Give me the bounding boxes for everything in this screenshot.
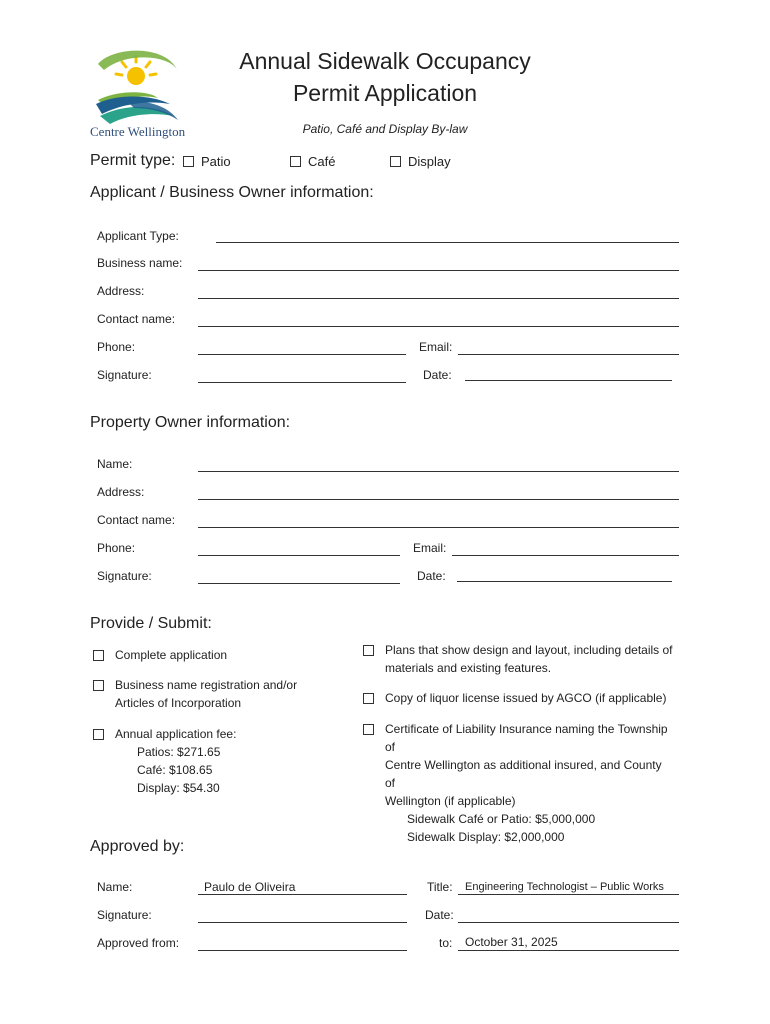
applicant-date-field[interactable]: [465, 380, 672, 381]
cafe-checkbox[interactable]: [290, 156, 301, 167]
applicant-email-label: Email:: [419, 340, 453, 354]
approved-to-label: to:: [439, 936, 453, 950]
approved-date-label: Date:: [425, 908, 454, 922]
permit-type-label: Permit type:: [90, 152, 176, 169]
approved-to-value: October 31, 2025: [465, 935, 558, 949]
applicant-signature-label: Signature:: [97, 368, 152, 382]
approved-title-value: Engineering Technologist – Public Works: [465, 881, 664, 893]
fee-cafe: Café: $108.65: [137, 763, 213, 777]
property-signature-label: Signature:: [97, 569, 152, 583]
applicant-address-label: Address:: [97, 284, 145, 298]
approved-name-label: Name:: [97, 880, 133, 894]
applicant-signature-field[interactable]: [198, 382, 406, 383]
business-name-field[interactable]: [198, 270, 679, 271]
insurance-checkbox[interactable]: [363, 724, 374, 735]
submit-heading: Provide / Submit:: [90, 615, 212, 632]
property-contact-field[interactable]: [198, 527, 679, 528]
approved-name-value: Paulo de Oliveira: [204, 880, 296, 894]
form-title-line1: Annual Sidewalk Occupancy: [239, 48, 531, 74]
logo-wordmark: Centre Wellington: [90, 124, 186, 139]
applicant-phone-field[interactable]: [198, 354, 406, 355]
approved-signature-label: Signature:: [97, 908, 152, 922]
property-heading: Property Owner information:: [90, 414, 291, 431]
complete-application-checkbox[interactable]: [93, 650, 104, 661]
applicant-date-label: Date:: [423, 368, 452, 382]
approved-to-field[interactable]: [458, 950, 679, 951]
checklist-plans[interactable]: Plans that show design and layout, including details of materials and existing features.: [363, 641, 673, 677]
checklist-business-registration[interactable]: Business name registration and/or Articles of Incorporation: [93, 676, 343, 712]
display-checkbox[interactable]: [390, 156, 401, 167]
approved-from-field[interactable]: [198, 950, 407, 951]
insurance-patio-amount: Sidewalk Café or Patio: $5,000,000: [407, 812, 596, 826]
property-address-label: Address:: [97, 485, 145, 499]
approved-date-field[interactable]: [458, 922, 679, 923]
checklist-insurance[interactable]: Certificate of Liability Insurance naming the Township of Centre Wellington as additional insured, and County of Wellington (if applicable) Sidewalk Café or Patio: $5,000,000 Sidewalk Display: $2,000,000: [363, 720, 673, 846]
applicant-heading: Applicant / Business Owner information:: [90, 184, 374, 201]
property-signature-field[interactable]: [198, 583, 400, 584]
liquor-license-checkbox[interactable]: [363, 693, 374, 704]
checklist-liquor-license[interactable]: Copy of liquor license issued by AGCO (if applicable): [363, 689, 673, 707]
business-name-label: Business name:: [97, 256, 183, 270]
plans-checkbox[interactable]: [363, 645, 374, 656]
form-title-line2: Permit Application: [292, 80, 478, 106]
property-date-label: Date:: [417, 569, 446, 583]
applicant-address-field[interactable]: [198, 298, 679, 299]
permit-option-patio[interactable]: Patio: [183, 154, 231, 169]
permit-option-display[interactable]: Display: [390, 154, 451, 169]
applicant-contact-field[interactable]: [198, 326, 679, 327]
applicant-type-field[interactable]: [216, 242, 679, 243]
applicant-contact-label: Contact name:: [97, 312, 176, 326]
fee-display: Display: $54.30: [137, 781, 220, 795]
patio-checkbox[interactable]: [183, 156, 194, 167]
approved-name-field[interactable]: [198, 894, 407, 895]
property-contact-label: Contact name:: [97, 513, 176, 527]
form-subtitle: Patio, Café and Display By-law: [302, 122, 468, 136]
approved-signature-field[interactable]: [198, 922, 407, 923]
applicant-email-field[interactable]: [458, 354, 679, 355]
property-email-field[interactable]: [452, 555, 679, 556]
business-registration-checkbox[interactable]: [93, 680, 104, 691]
property-name-field[interactable]: [198, 471, 679, 472]
approved-from-label: Approved from:: [97, 936, 180, 950]
insurance-display-amount: Sidewalk Display: $2,000,000: [407, 830, 565, 844]
property-phone-field[interactable]: [198, 555, 400, 556]
fee-patios: Patios: $271.65: [137, 745, 221, 759]
property-date-field[interactable]: [457, 581, 672, 582]
checklist-complete-application[interactable]: Complete application: [93, 646, 343, 664]
applicant-type-label: Applicant Type:: [97, 229, 179, 243]
approved-heading: Approved by:: [90, 838, 185, 855]
annual-fee-checkbox[interactable]: [93, 729, 104, 740]
property-email-label: Email:: [413, 541, 447, 555]
property-name-label: Name:: [97, 457, 133, 471]
applicant-phone-label: Phone:: [97, 340, 136, 354]
approved-title-field[interactable]: [458, 894, 679, 895]
checklist-annual-fee[interactable]: Annual application fee: Patios: $271.65 Café: $108.65 Display: $54.30: [93, 725, 343, 797]
property-address-field[interactable]: [198, 499, 679, 500]
approved-title-label: Title:: [427, 880, 453, 894]
permit-option-cafe[interactable]: Café: [290, 154, 335, 169]
property-phone-label: Phone:: [97, 541, 136, 555]
